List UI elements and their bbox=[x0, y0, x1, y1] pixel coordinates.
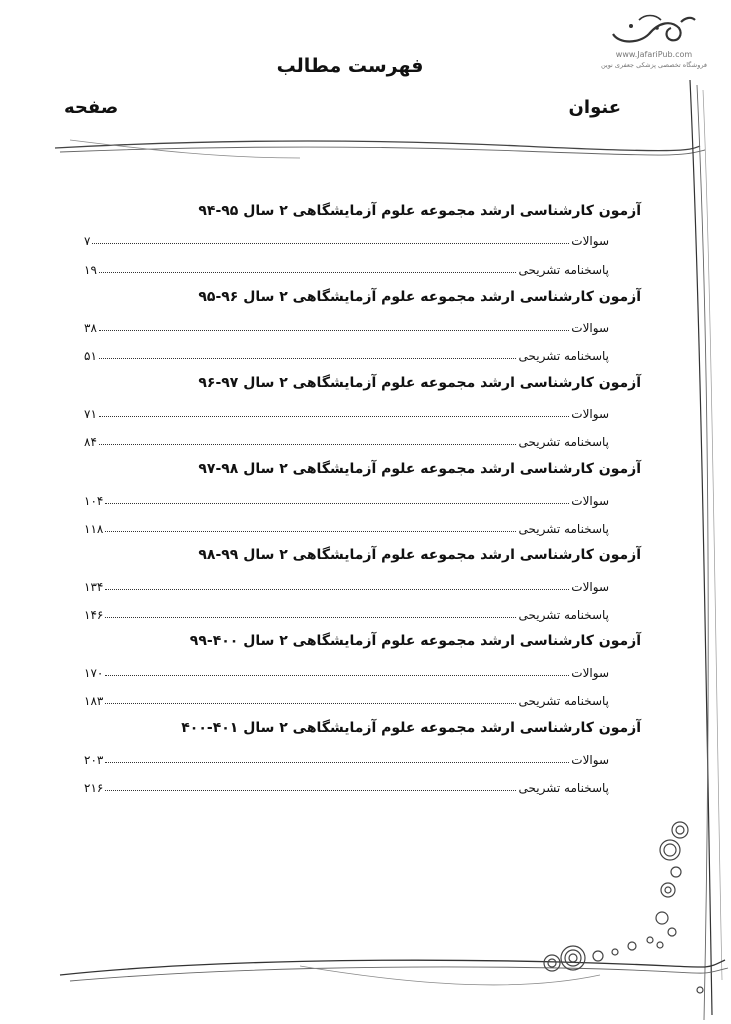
toc-entry-label: سوالات bbox=[571, 494, 609, 508]
dot-leader bbox=[99, 443, 517, 445]
toc-entry-label: پاسخنامه تشریحی bbox=[518, 435, 609, 449]
toc-entry[interactable] bbox=[84, 516, 609, 536]
toc-entry-page: ۱۳۴ bbox=[84, 580, 104, 594]
toc-entry[interactable] bbox=[84, 228, 609, 248]
toc-entry-label: سوالات bbox=[571, 580, 609, 594]
toc-entry[interactable] bbox=[84, 688, 609, 708]
dot-leader bbox=[105, 530, 516, 532]
publisher-logo-icon bbox=[609, 14, 699, 48]
toc-entry[interactable] bbox=[84, 775, 609, 795]
toc-entry[interactable] bbox=[84, 315, 609, 335]
toc-entry-label: سوالات bbox=[571, 753, 609, 767]
toc-entry[interactable] bbox=[84, 257, 609, 277]
toc-entry-label: پاسخنامه تشریحی bbox=[518, 781, 609, 795]
dot-leader bbox=[105, 616, 516, 618]
toc-entry[interactable] bbox=[84, 660, 609, 680]
toc-entry-page: ۲۰۳ bbox=[84, 753, 104, 767]
dot-leader bbox=[92, 242, 569, 244]
toc-entry-label: سوالات bbox=[571, 321, 609, 335]
toc-entry-label: سوالات bbox=[571, 407, 609, 421]
toc-entry-label: پاسخنامه تشریحی bbox=[518, 522, 609, 536]
publisher-subtitle: فروشگاه تخصصی پزشکی جعفری نوین bbox=[600, 61, 708, 69]
toc-section-title: آزمون کارشناسی ارشد مجموعه علوم آزمایشگاهی ۲ سال ۹۹-۹۸ bbox=[198, 547, 641, 563]
dot-leader bbox=[99, 357, 517, 359]
toc-entry-page: ۱۴۶ bbox=[84, 608, 104, 622]
dot-leader bbox=[105, 761, 569, 763]
dot-leader bbox=[105, 789, 516, 791]
toc-entry-page: ۱۹ bbox=[84, 263, 97, 277]
dot-leader bbox=[105, 702, 516, 704]
dot-leader bbox=[105, 502, 569, 504]
toc-entry-page: ۸۴ bbox=[84, 435, 97, 449]
toc-entry[interactable] bbox=[84, 429, 609, 449]
toc-entry-page: ۳۸ bbox=[84, 321, 97, 335]
toc-entry-page: ۷ bbox=[84, 234, 91, 248]
toc-entry-page: ۱۰۴ bbox=[84, 494, 104, 508]
toc-entry-page: ۱۸۳ bbox=[84, 694, 104, 708]
toc-entry-label: پاسخنامه تشریحی bbox=[518, 263, 609, 277]
title-column-header: عنوان bbox=[568, 97, 621, 118]
toc-section-title: آزمون کارشناسی ارشد مجموعه علوم آزمایشگاهی ۲ سال ۴۰۰-۹۹ bbox=[189, 633, 641, 649]
toc-section-title: آزمون کارشناسی ارشد مجموعه علوم آزمایشگاهی ۲ سال ۹۷-۹۶ bbox=[198, 375, 641, 391]
toc-entry[interactable] bbox=[84, 488, 609, 508]
dot-leader bbox=[99, 271, 517, 273]
toc-entry[interactable] bbox=[84, 574, 609, 594]
page-title: فهرست مطالب bbox=[276, 55, 424, 77]
toc-entry[interactable] bbox=[84, 343, 609, 363]
toc-entry[interactable] bbox=[84, 602, 609, 622]
toc-section-title: آزمون کارشناسی ارشد مجموعه علوم آزمایشگاهی ۲ سال ۹۸-۹۷ bbox=[198, 461, 641, 477]
toc-entry[interactable] bbox=[84, 401, 609, 421]
dot-leader bbox=[99, 329, 569, 331]
dot-leader bbox=[105, 674, 569, 676]
toc-entry-label: پاسخنامه تشریحی bbox=[518, 694, 609, 708]
toc-entry-label: سوالات bbox=[571, 234, 609, 248]
toc-section-title: آزمون کارشناسی ارشد مجموعه علوم آزمایشگاهی ۲ سال ۴۰۱-۴۰۰ bbox=[181, 720, 641, 736]
publisher-logo bbox=[598, 14, 710, 69]
toc-entry-page: ۵۱ bbox=[84, 349, 97, 363]
toc-entry[interactable] bbox=[84, 747, 609, 767]
dot-leader bbox=[99, 415, 569, 417]
toc-section-title: آزمون کارشناسی ارشد مجموعه علوم آزمایشگاهی ۲ سال ۹۵-۹۴ bbox=[198, 203, 641, 219]
toc-entry-page: ۷۱ bbox=[84, 407, 97, 421]
dot-leader bbox=[105, 588, 569, 590]
toc-entry-page: ۱۱۸ bbox=[84, 522, 104, 536]
toc-entry-page: ۱۷۰ bbox=[84, 666, 104, 680]
page-column-header: صفحه bbox=[64, 97, 119, 118]
toc-section-title: آزمون کارشناسی ارشد مجموعه علوم آزمایشگاهی ۲ سال ۹۶-۹۵ bbox=[198, 289, 641, 305]
toc-entry-page: ۲۱۶ bbox=[84, 781, 104, 795]
publisher-url: www.JafariPub.com bbox=[615, 50, 693, 59]
toc-entry-label: پاسخنامه تشریحی bbox=[518, 608, 609, 622]
toc-entry-label: پاسخنامه تشریحی bbox=[518, 349, 609, 363]
toc-entry-label: سوالات bbox=[571, 666, 609, 680]
